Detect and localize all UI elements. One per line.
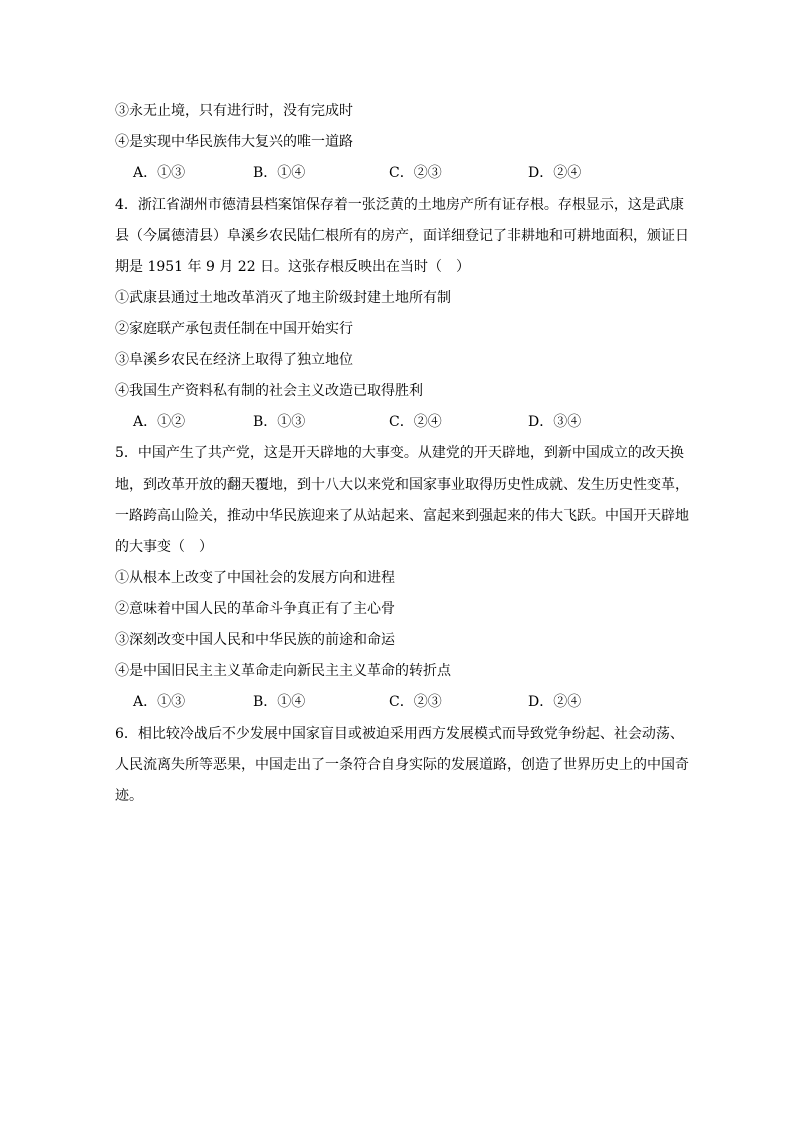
q3-option-a[interactable]: A．①③ (133, 165, 186, 181)
q4-stem-line-3: 期是 1951 年 9 月 22 日。这张存根反映出在当时（ ） (115, 259, 471, 275)
q3-option-c[interactable]: C．②③ (389, 165, 442, 181)
q6-stem-line-1: 6．相比较冷战后不少发展中国家盲目或被迫采用西方发展模式而导致党争纷起、社会动荡、 (115, 726, 684, 742)
q4-option-c[interactable]: C．②④ (389, 414, 442, 430)
q5-option-a[interactable]: A．①③ (133, 694, 186, 710)
q4-stem-line-1: 4．浙江省湖州市德清县档案馆保存着一张泛黄的土地房产所有证存根。存根显示，这是武康 (115, 197, 684, 213)
q5-item-3: ③深刻改变中国人民和中华民族的前途和命运 (115, 632, 395, 648)
q5-stem-line-3: 一路跨高山险关，推动中华民族迎来了从站起来、富起来到强起来的伟大飞跃。中国开天辟地 (115, 508, 689, 524)
q4-item-4: ④我国生产资料私有制的社会主义改造已取得胜利 (115, 383, 423, 399)
q3-option-b[interactable]: B．①④ (253, 165, 306, 181)
q6-stem-line-2: 人民流离失所等恶果，中国走出了一条符合自身实际的发展道路，创造了世界历史上的中国奇 (115, 757, 689, 773)
q4-option-b[interactable]: B．①③ (253, 414, 306, 430)
q3-options (133, 163, 693, 183)
q5-stem-line-2: 地，到改革开放的翻天覆地，到十八大以来党和国家事业取得历史性成就、发生历史性变革， (115, 477, 689, 493)
q4-item-1: ①武康县通过土地改革消灭了地主阶级封建土地所有制 (115, 290, 451, 306)
q4-options (133, 412, 693, 432)
q5-option-c[interactable]: C．②③ (389, 694, 442, 710)
q4-option-d[interactable]: D．③④ (528, 414, 582, 430)
q5-option-d[interactable]: D．②④ (528, 694, 582, 710)
q4-option-a[interactable]: A．①② (133, 414, 186, 430)
q3-option-d[interactable]: D．②④ (528, 165, 582, 181)
q4-item-3: ③阜溪乡农民在经济上取得了独立地位 (115, 352, 353, 368)
q3-item-4: ④是实现中华民族伟大复兴的唯一道路 (115, 134, 353, 150)
q6-stem-line-3: 迹。 (115, 788, 143, 804)
q4-stem-line-2: 县（今属德清县）阜溪乡农民陆仁根所有的房产，面详细登记了非耕地和可耕地面积，颁证日 (115, 228, 689, 244)
q4-item-2: ②家庭联产承包责任制在中国开始实行 (115, 321, 353, 337)
q5-stem-line-1: 5．中国产生了共产党，这是开天辟地的大事变。从建党的开天辟地，到新中国成立的改天换 (115, 445, 684, 461)
q5-options (133, 692, 693, 712)
q5-option-b[interactable]: B．①④ (253, 694, 306, 710)
q5-item-4: ④是中国旧民主主义革命走向新民主主义革命的转折点 (115, 663, 451, 679)
q5-stem-line-4: 的大事变（ ） (115, 539, 213, 555)
q5-item-2: ②意味着中国人民的革命斗争真正有了主心骨 (115, 601, 395, 617)
q3-item-3: ③永无止境，只有进行时，没有完成时 (115, 103, 353, 119)
q5-item-1: ①从根本上改变了中国社会的发展方向和进程 (115, 570, 395, 586)
